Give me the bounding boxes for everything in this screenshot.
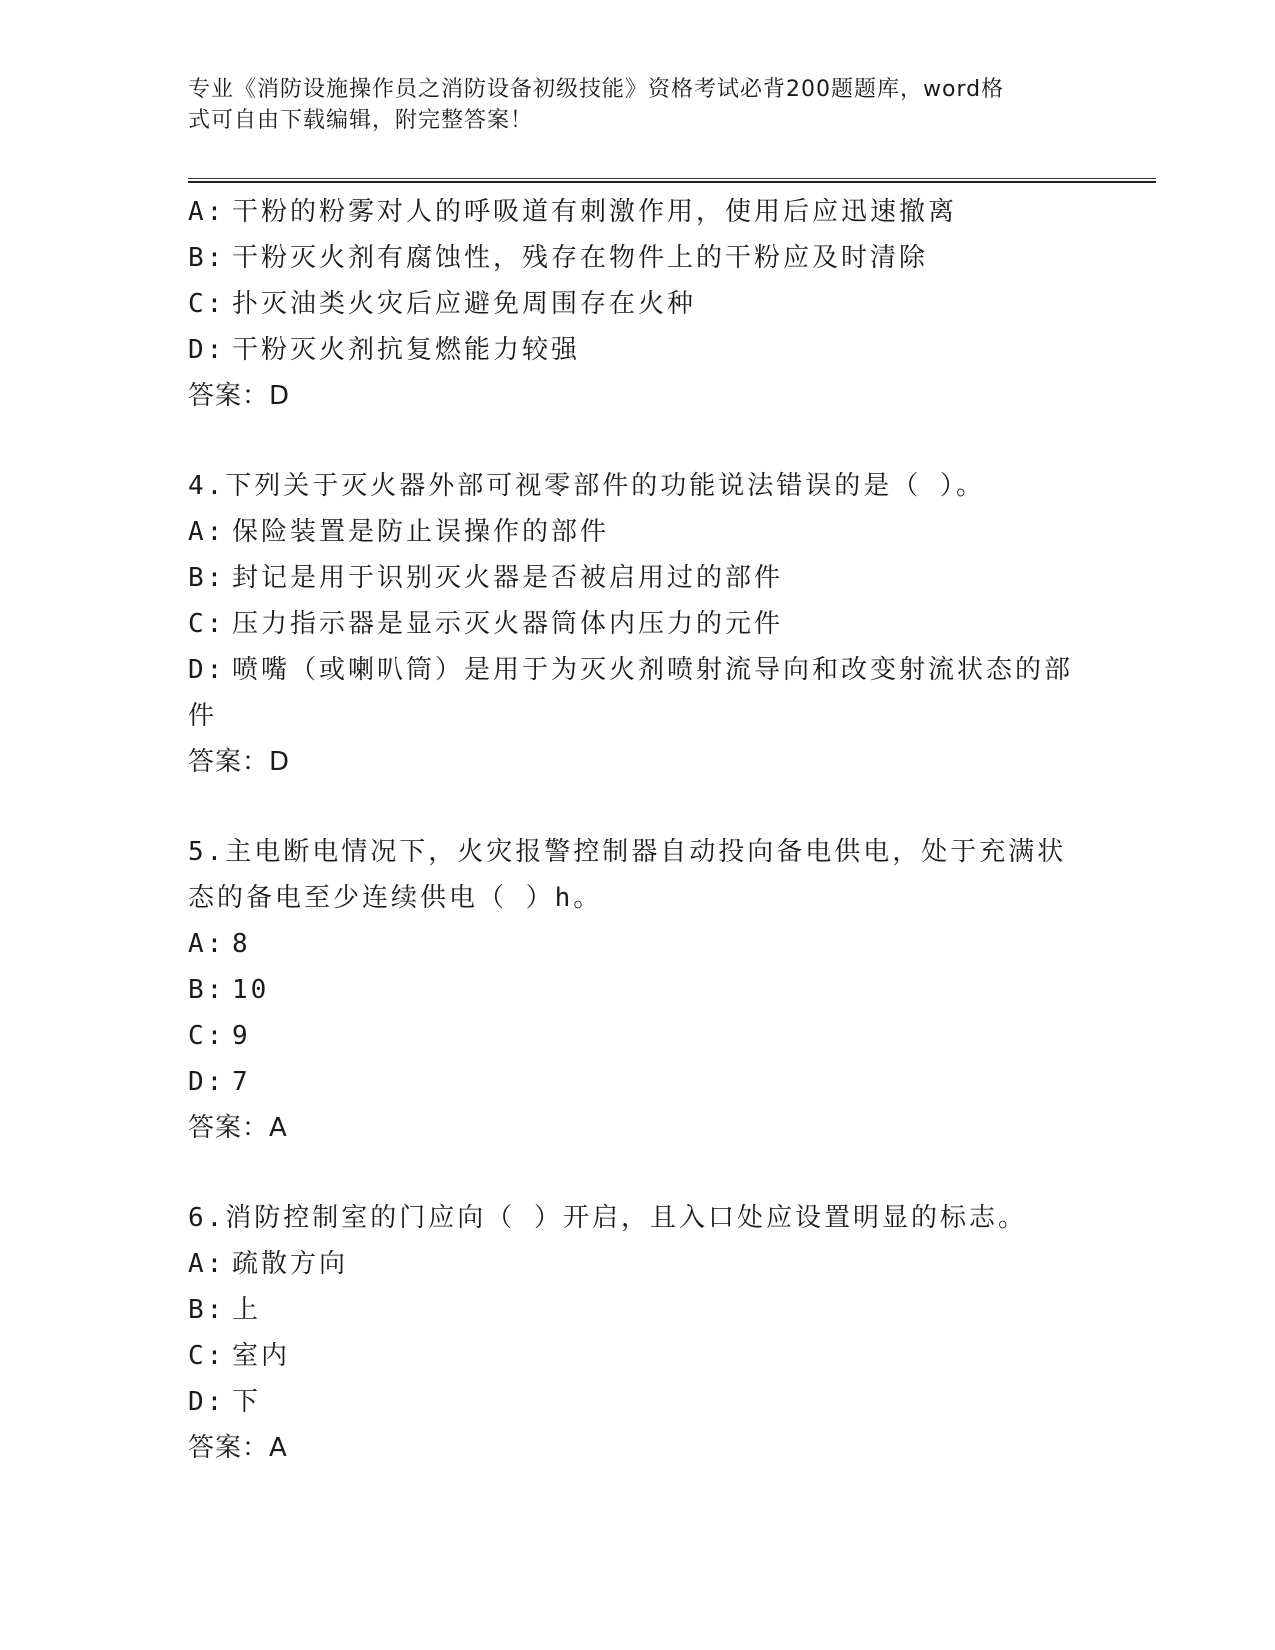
question-stem: 4.下列关于灭火器外部可视零部件的功能说法错误的是（ ）。	[188, 471, 985, 501]
question-4	[188, 463, 1088, 785]
header-divider-thick	[188, 181, 1156, 183]
option-b: B: 上	[188, 1295, 262, 1325]
option-b: B: 封记是用于识别灭火器是否被启用过的部件	[188, 563, 784, 593]
option-a: A: 干粉的粉雾对人的呼吸道有刺激作用，使用后应迅速撤离	[188, 197, 958, 227]
option-b: B: 干粉灭火剂有腐蚀性，残存在物件上的干粉应及时清除	[188, 243, 929, 273]
option-b: B: 10	[188, 975, 270, 1005]
header-line-2: 式可自由下载编辑，附完整答案！	[188, 108, 534, 133]
option-a: A: 8	[188, 929, 251, 959]
option-a: A: 保险装置是防止误操作的部件	[188, 517, 610, 547]
question-stem-line-1: 5.主电断电情况下，火灾报警控制器自动投向备电供电，处于充满状	[188, 837, 1067, 867]
question-3	[188, 189, 1088, 419]
question-stem-line-2: 态的备电至少连续供电（ ）h。	[188, 883, 603, 913]
header-line-1: 专业《消防设施操作员之消防设备初级技能》资格考试必背200题题库，word格	[188, 77, 1005, 102]
option-d: D: 7	[188, 1067, 251, 1097]
option-d: D: 喷嘴（或喇叭筒）是用于为灭火剂喷射流导向和改变射流状态的部	[188, 655, 1074, 685]
question-stem: 6.消防控制室的门应向（ ）开启，且入口处应设置明显的标志。	[188, 1203, 1027, 1233]
header-divider-thin	[188, 178, 1156, 179]
question-list	[188, 189, 1088, 1471]
option-c: C: 室内	[188, 1341, 291, 1371]
option-d: D: 下	[188, 1387, 262, 1417]
option-d: D: 干粉灭火剂抗复燃能力较强	[188, 335, 581, 365]
option-c: C: 扑灭油类火灾后应避免周围存在火种	[188, 289, 697, 319]
option-d-continuation: 件	[188, 701, 218, 731]
question-spacer	[188, 419, 1088, 463]
answer-line: 答案：D	[188, 747, 291, 777]
answer-line: 答案：D	[188, 381, 291, 411]
option-c: C: 9	[188, 1021, 251, 1051]
option-c: C: 压力指示器是显示灭火器筒体内压力的元件	[188, 609, 784, 639]
question-spacer	[188, 785, 1088, 829]
answer-line: 答案：A	[188, 1113, 288, 1143]
question-5	[188, 829, 1088, 1151]
question-spacer	[188, 1151, 1088, 1195]
answer-line: 答案：A	[188, 1433, 288, 1463]
question-6	[188, 1195, 1088, 1471]
document-header	[188, 74, 1068, 136]
option-a: A: 疏散方向	[188, 1249, 349, 1279]
